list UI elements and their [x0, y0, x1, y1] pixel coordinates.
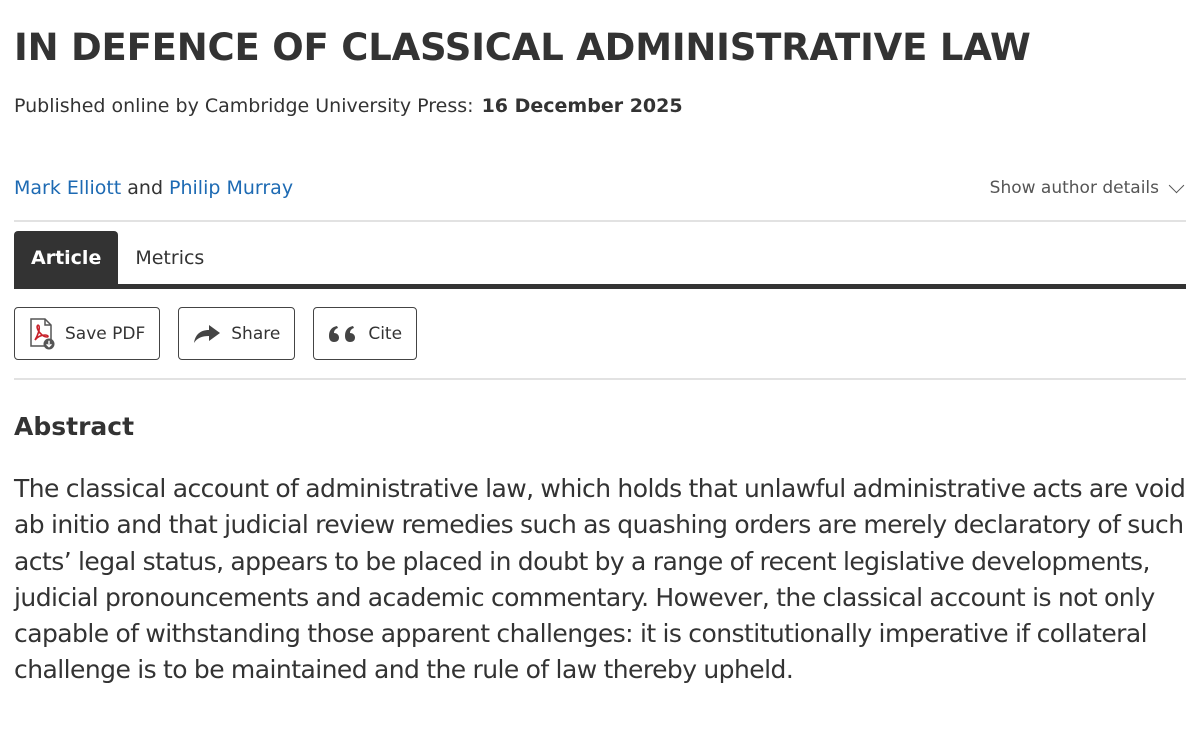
abstract-text: The classical account of administrative law, which holds that unlawful administrative acts are void ab initio and that judicial review remedies such as quashing orders are merely declaratory of such acts’ legal status, appears to be placed in doubt by a range of recent legislative developments, judicial pronouncements and academic commentary. However, the classical account is not only capable of withstanding those apparent challenges: it is constitutionally imperative if collateral challenge is to be maintained and the rule of law thereby upheld.	[14, 474, 1186, 685]
author-link-philip-murray[interactable]: Philip Murray	[169, 177, 294, 199]
share-button[interactable]	[178, 307, 295, 360]
published-label: Published online by Cambridge University Press:	[14, 95, 474, 117]
share-label: Share	[231, 323, 281, 344]
article-tabs	[14, 231, 221, 285]
cite-button[interactable]	[313, 307, 417, 360]
article-actions	[14, 307, 417, 360]
pdf-download-icon	[29, 318, 55, 350]
tab-underline-bar	[14, 284, 1186, 289]
author-link-mark-elliott[interactable]: Mark Elliott	[14, 177, 122, 199]
divider	[14, 220, 1186, 222]
share-arrow-icon	[193, 324, 221, 344]
author-list	[14, 174, 293, 202]
author-conjunction: and	[127, 177, 164, 199]
abstract-heading: Abstract	[14, 412, 135, 441]
save-pdf-button[interactable]	[14, 307, 160, 360]
tab-metrics-label: Metrics	[135, 247, 205, 269]
tab-article[interactable]	[14, 231, 118, 285]
show-author-details-toggle[interactable]	[990, 174, 1186, 202]
publication-line	[14, 92, 683, 120]
save-pdf-label: Save PDF	[65, 323, 146, 344]
chevron-down-icon	[1169, 177, 1185, 193]
article-title: IN DEFENCE OF CLASSICAL ADMINISTRATIVE LAW	[14, 26, 1031, 69]
tab-metrics[interactable]	[118, 231, 221, 285]
tab-article-label: Article	[31, 247, 102, 269]
quote-icon	[328, 325, 358, 343]
show-author-details-label: Show author details	[989, 178, 1159, 198]
published-date: 16 December 2025	[481, 95, 683, 117]
divider	[14, 378, 1186, 380]
cite-label: Cite	[368, 323, 403, 344]
